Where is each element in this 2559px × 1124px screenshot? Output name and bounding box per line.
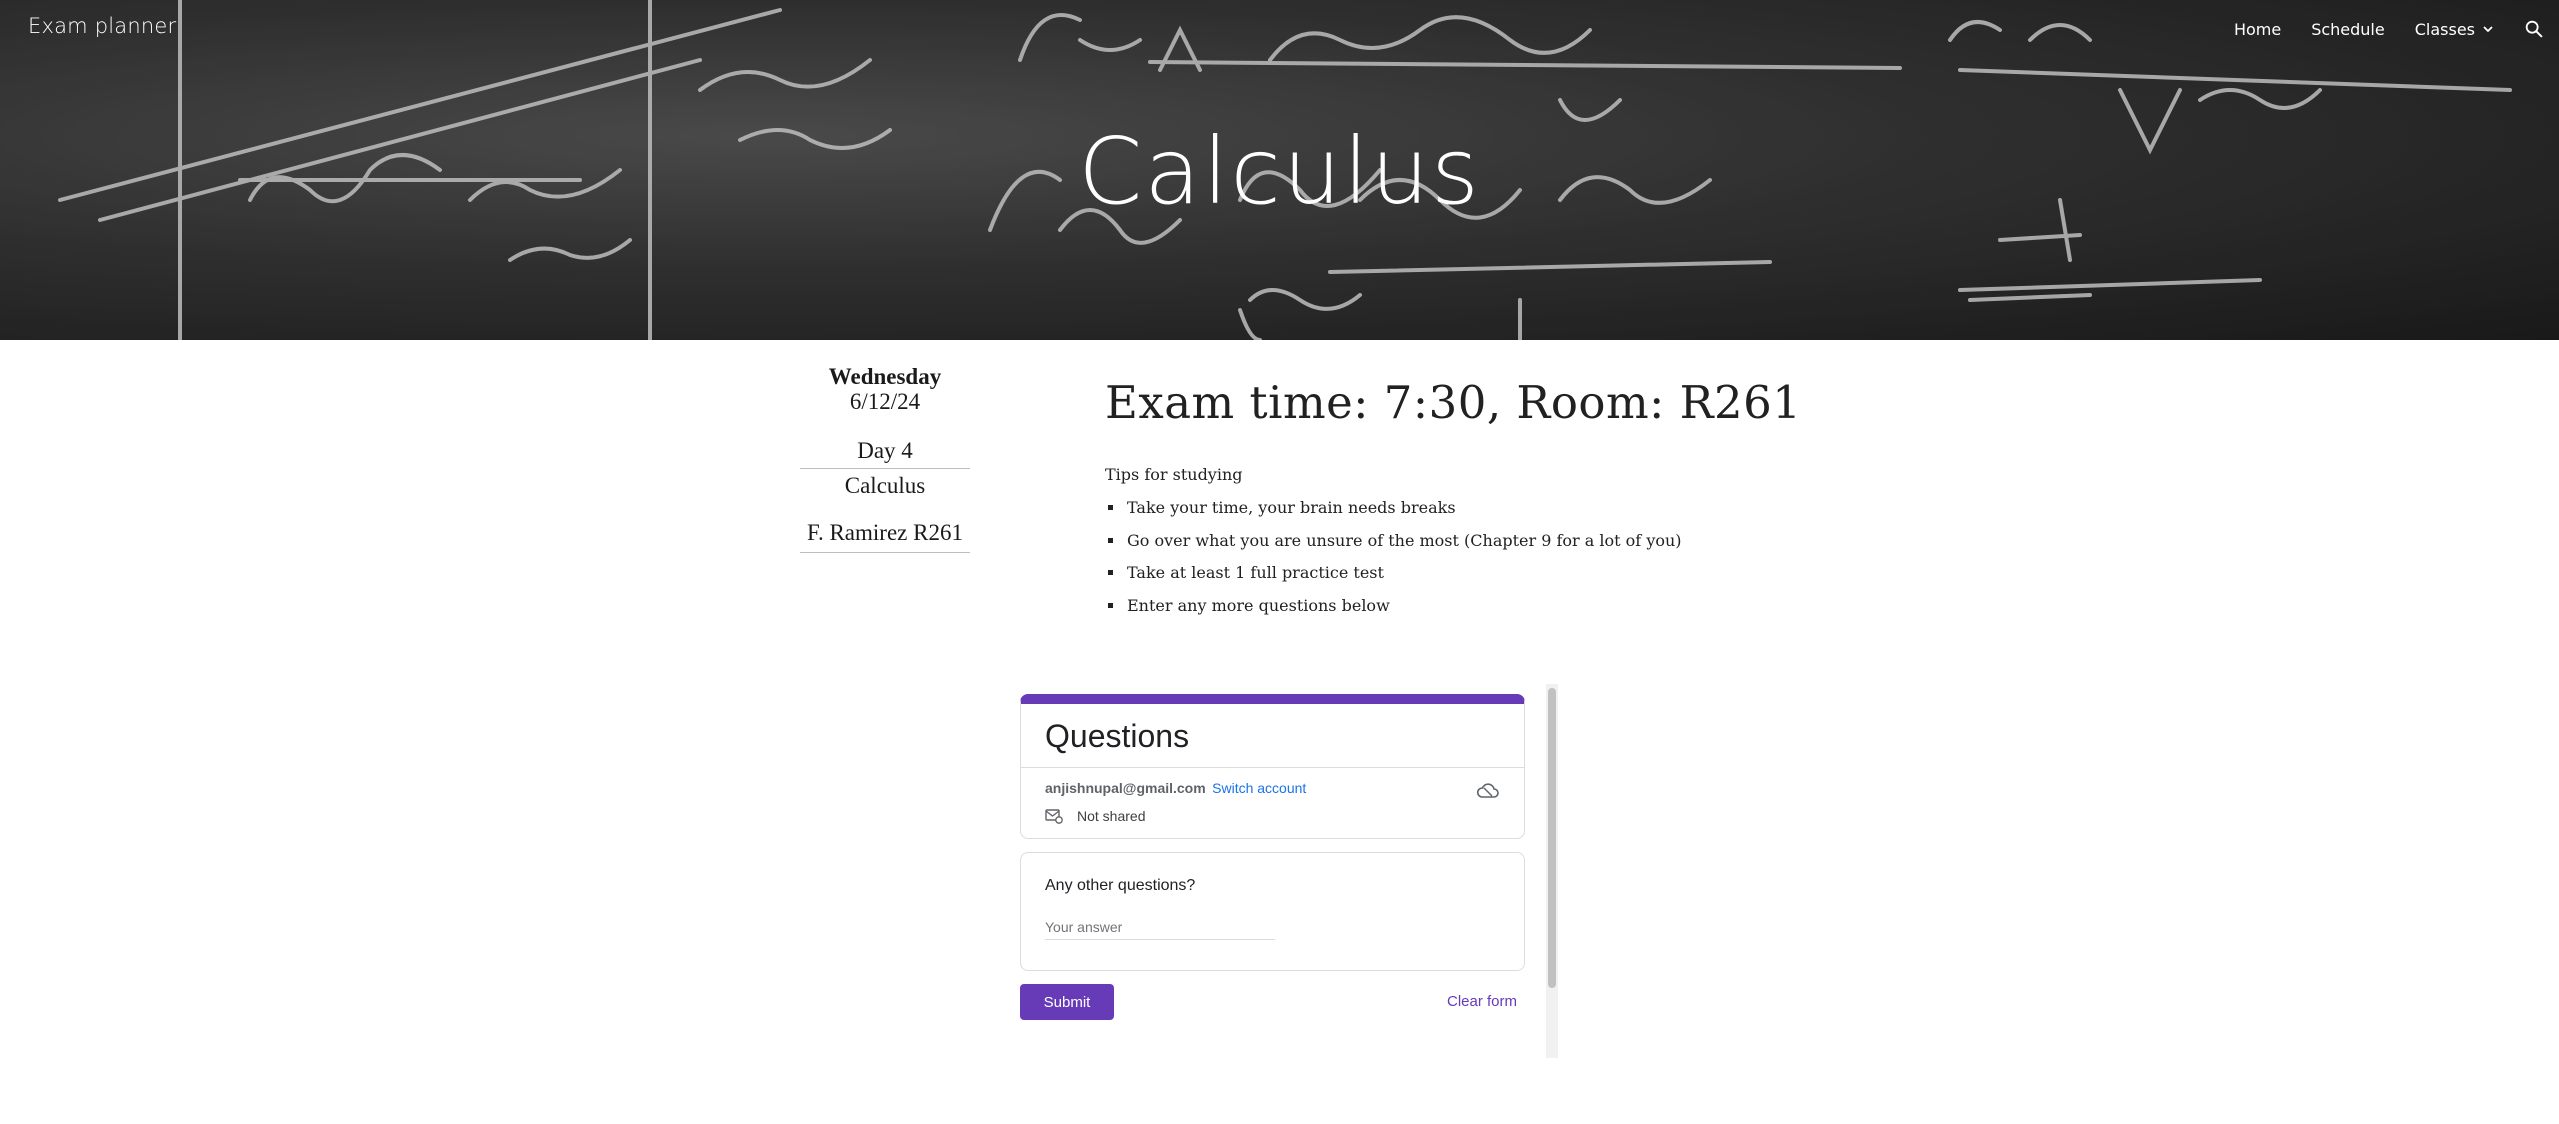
cloud-save-icon <box>1476 782 1500 800</box>
account-section <box>1021 768 1524 838</box>
site-title-link[interactable]: Exam planner <box>28 14 177 38</box>
question-label: Any other questions? <box>1045 877 1196 894</box>
exam-info-panel <box>800 364 970 555</box>
nav-schedule[interactable]: Schedule <box>2311 19 2385 39</box>
tips-list <box>1105 498 2005 616</box>
embedded-form <box>1018 684 1563 1058</box>
form-actions <box>1020 984 1525 1020</box>
day-name: Wednesday <box>828 364 942 389</box>
chevron-down-icon <box>2483 24 2493 34</box>
list-item: ▪ Go over what you are unsure of the most (Chapter 9 for a lot of you) <box>1125 531 2005 551</box>
answer-input[interactable] <box>1045 915 1275 940</box>
day-number: Day 4 <box>857 438 913 463</box>
scrollbar-thumb[interactable] <box>1548 688 1556 988</box>
account-email: anjishnupal@gmail.com <box>1045 780 1206 796</box>
submit-button[interactable]: Submit <box>1020 984 1114 1020</box>
search-icon[interactable] <box>2523 18 2545 40</box>
divider <box>800 468 970 469</box>
subject-name: Calculus <box>844 473 926 498</box>
list-item: ▪ Take at least 1 full practice test <box>1125 563 2005 583</box>
divider <box>800 552 970 553</box>
form-title: Questions <box>1021 704 1524 768</box>
exam-heading: Exam time: 7:30, Room: R261 <box>1105 376 1802 429</box>
not-shared-label: Not shared <box>1077 808 1146 824</box>
sharing-status <box>1045 808 1500 824</box>
nav-classes[interactable] <box>2415 20 2493 39</box>
switch-account-link[interactable]: Switch account <box>1212 780 1307 796</box>
clear-form-link[interactable]: Clear form <box>1446 993 1517 1010</box>
list-item: ▪ Take your time, your brain needs breaks <box>1125 498 2005 518</box>
top-nav <box>2234 14 2559 44</box>
nav-classes-label: Classes <box>2414 19 2475 39</box>
form-scrollbar[interactable] <box>1546 684 1558 1058</box>
question-card <box>1020 852 1525 971</box>
main-content <box>1105 376 2005 628</box>
hero-title: Calculus <box>1078 118 1481 225</box>
exam-date: 6/12/24 <box>849 389 921 414</box>
list-item: ▪ Enter any more questions below <box>1125 596 2005 616</box>
tips-label: Tips for studying <box>1105 465 1243 484</box>
email-not-shared-icon <box>1045 808 1063 824</box>
form-header-card <box>1020 694 1525 839</box>
hero-banner <box>0 0 2559 340</box>
nav-home[interactable]: Home <box>2233 19 2282 39</box>
teacher-room: F. Ramirez R261 <box>807 520 963 545</box>
form-body <box>1020 694 1525 1020</box>
